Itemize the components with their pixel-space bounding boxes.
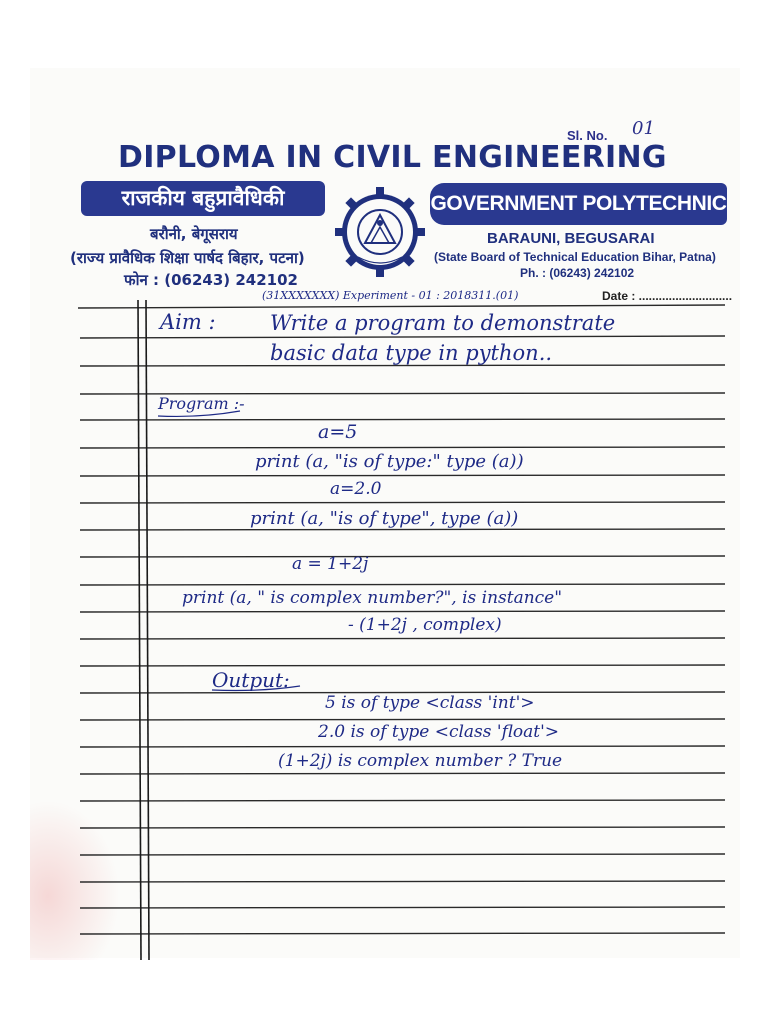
hindi-place: बरौनी, बेगूसराय — [150, 225, 238, 243]
english-phone: Ph. : (06243) 242102 — [520, 266, 635, 280]
margin-lines — [138, 300, 149, 960]
hindi-phone: फोन : (06243) 242102 — [124, 271, 298, 289]
code-line-1: a=5 — [318, 421, 358, 443]
experiment-line: (31XXXXXXX) Experiment - 01 : 2018311.(01) — [262, 289, 519, 302]
hindi-institute-banner: राजकीय बहुप्रावैधिकी — [81, 181, 325, 216]
aim-text-line2: basic data type in python.. — [270, 341, 553, 365]
aim-label: Aim : — [160, 310, 216, 334]
output-line-3: (1+2j) is complex number ? True — [278, 751, 563, 771]
code-line-2: print (a, "is of type:" type (a)) — [255, 451, 524, 472]
serial-label: Sl. No. — [567, 128, 608, 143]
code-line-3: a=2.0 — [330, 479, 382, 499]
english-institute-banner: GOVERNMENT POLYTECHNIC — [430, 183, 727, 225]
code-line-6: print (a, " is complex number?", is instance" — [182, 588, 563, 608]
code-line-7: - (1+2j , complex) — [348, 615, 502, 635]
aim-text-line1: Write a program to demonstrate — [270, 311, 616, 335]
date-field: Date : ............................ — [602, 289, 733, 303]
serial-number: 01 — [632, 118, 655, 139]
program-label: Program :- — [158, 394, 245, 413]
output-line-1: 5 is of type <class 'int'> — [325, 693, 535, 713]
hindi-board: (राज्य प्रावैधिक शिक्षा पार्षद बिहार, पटना) — [70, 249, 305, 267]
code-line-5: a = 1+2j — [292, 554, 369, 574]
page-title: DIPLOMA IN CIVIL ENGINEERING — [118, 140, 667, 175]
output-label: Output: — [212, 668, 290, 692]
polytechnic-logo-icon — [333, 185, 427, 279]
english-board: (State Board of Technical Education Bihar, Patna) — [434, 250, 716, 264]
english-place: BARAUNI, BEGUSARAI — [487, 230, 655, 247]
code-line-4: print (a, "is of type", type (a)) — [250, 508, 519, 529]
output-line-2: 2.0 is of type <class 'float'> — [318, 722, 560, 742]
